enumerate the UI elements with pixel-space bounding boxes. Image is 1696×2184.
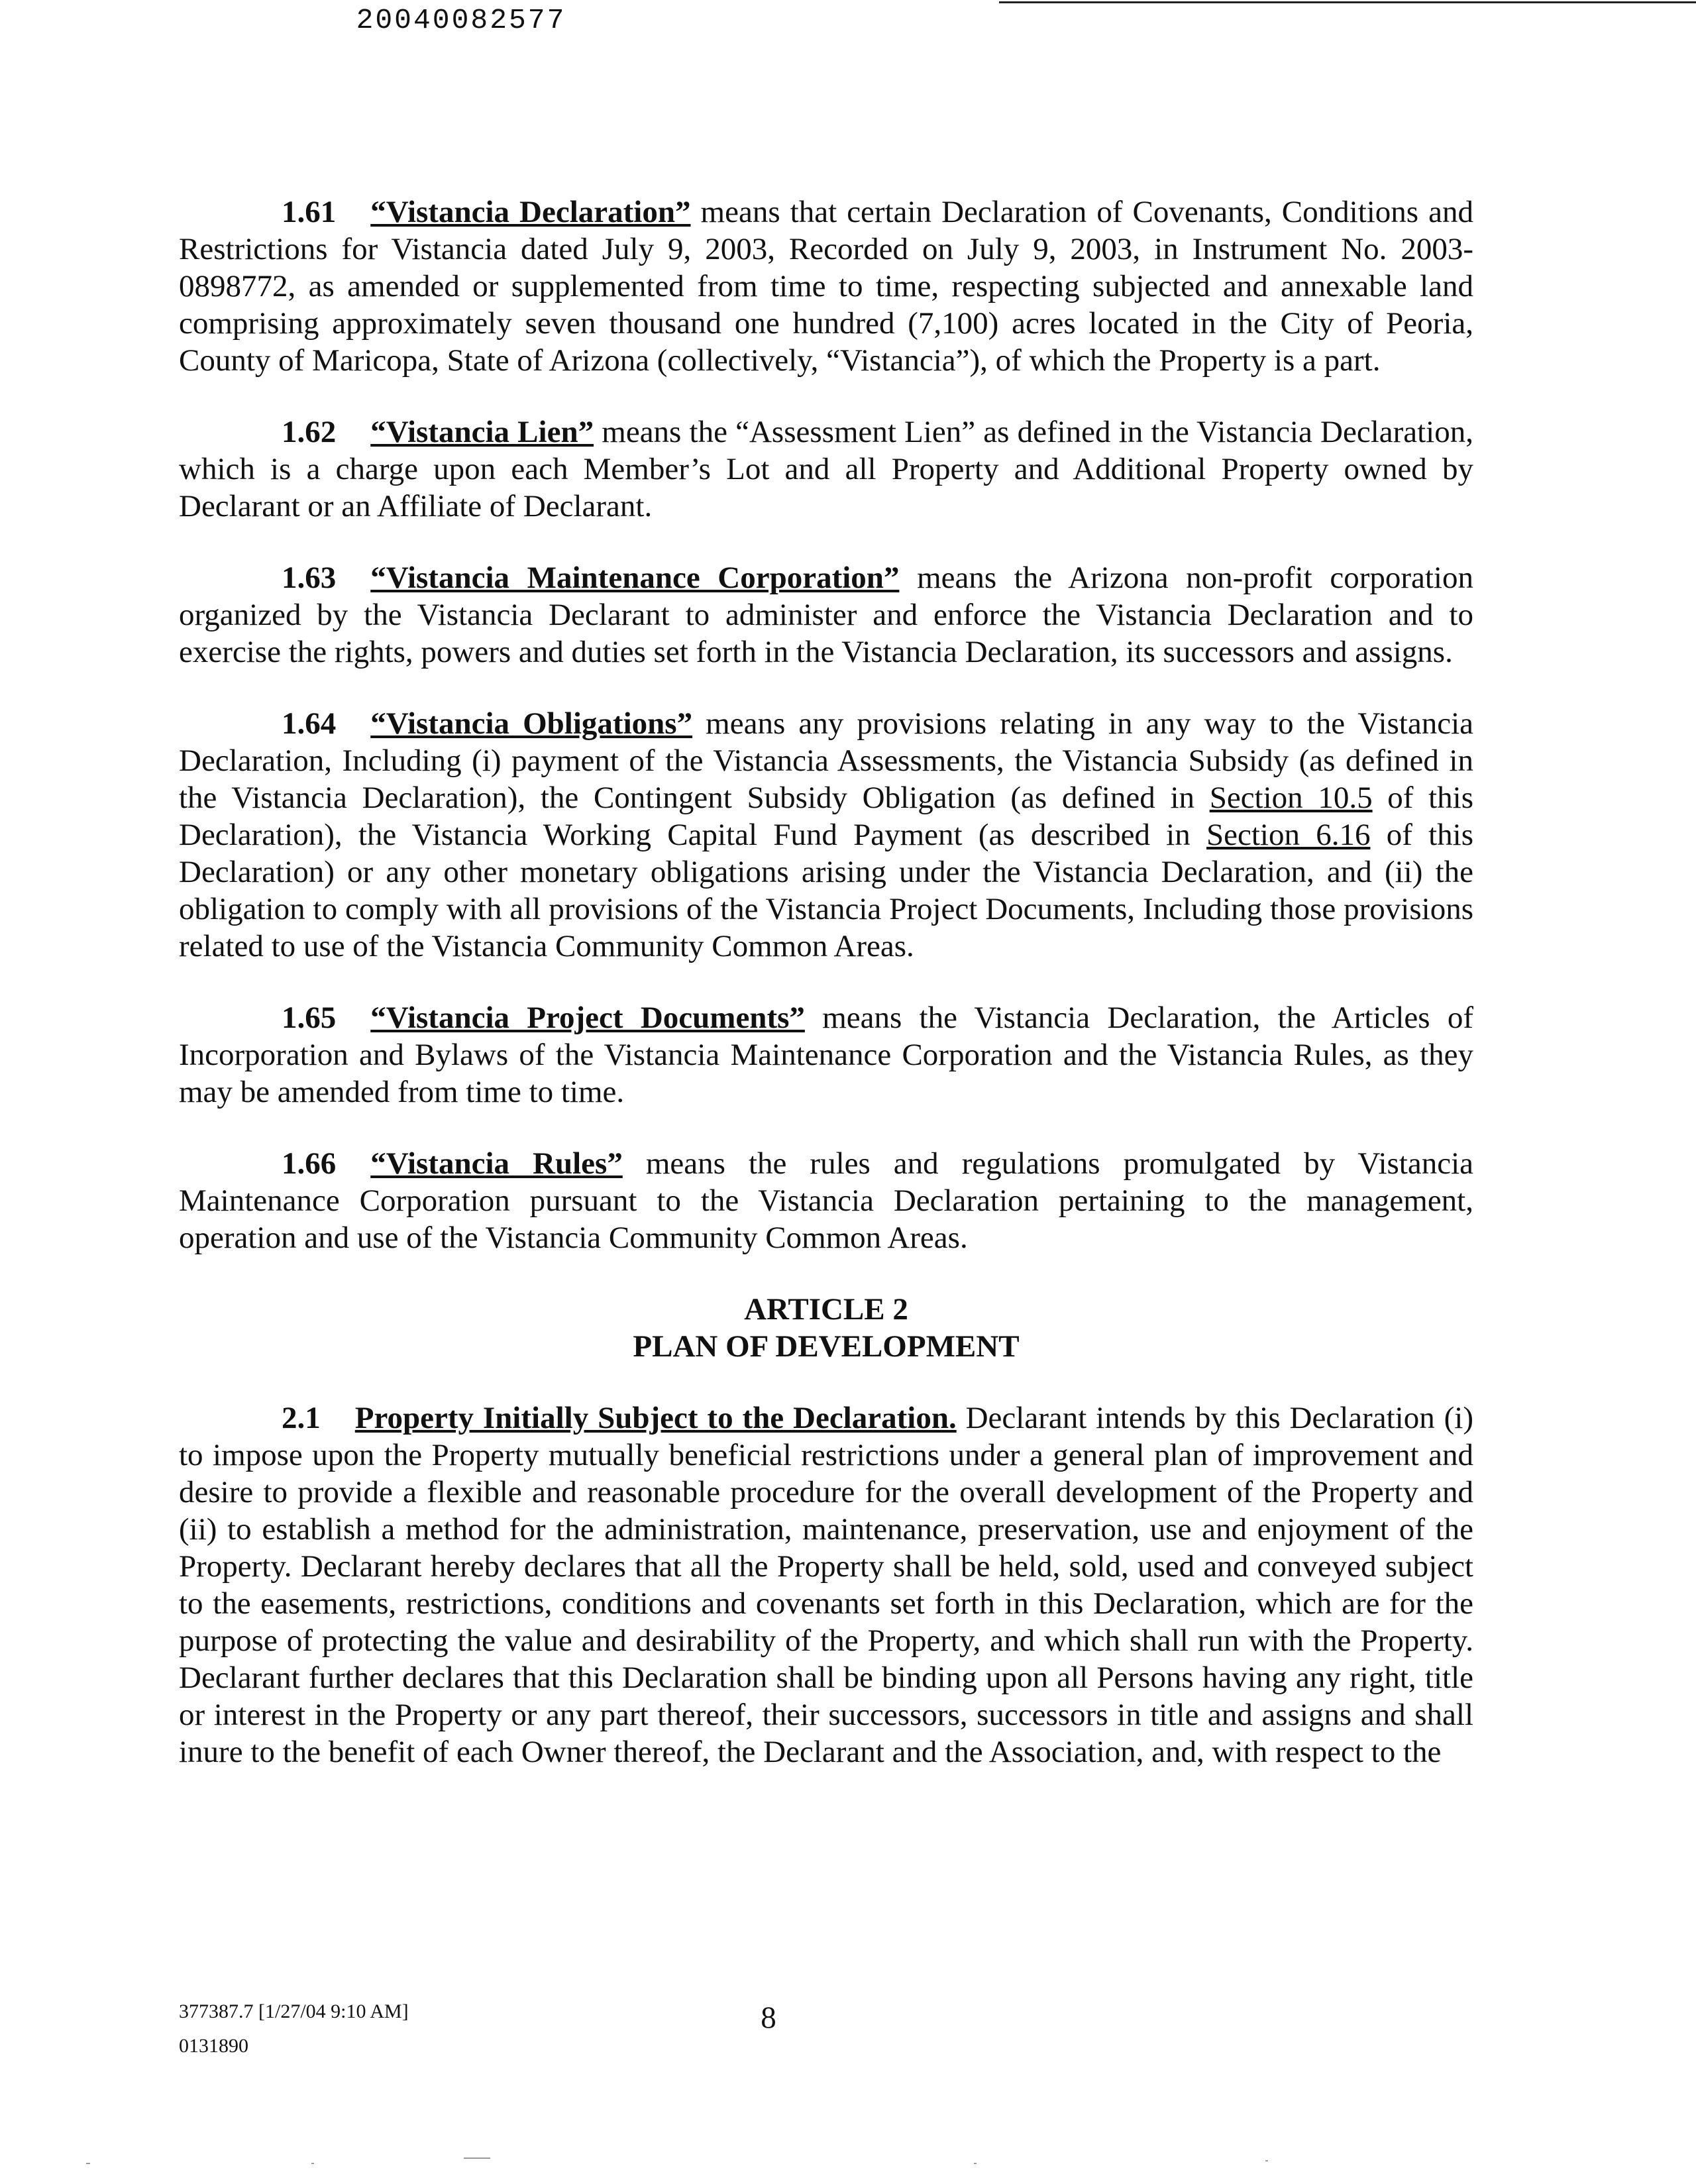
page-body (179, 193, 1473, 1805)
defined-term: “Vistancia Maintenance Corporation” (370, 561, 900, 595)
section-1-61 (179, 193, 1473, 379)
cross-reference-section-10-5: Section 10.5 (1209, 781, 1373, 815)
section-number: 2.1 (282, 1401, 321, 1435)
defined-term: “Vistancia Rules” (370, 1146, 623, 1181)
section-1-62 (179, 413, 1473, 525)
section-text: means any provisions relating in any way to the Vistancia Declaration, Including (i) payment of the Vistancia Assessments, the Vistancia Subsidy (as defined in the Vistancia Declaration), the Contingent Subsidy Obligation (as defined in (179, 706, 1474, 815)
recording-number: 20040082577 (356, 4, 566, 36)
scan-speck (1265, 2160, 1268, 2161)
section-number: 1.66 (282, 1146, 337, 1181)
scan-speck (86, 2163, 90, 2164)
section-1-66 (179, 1145, 1473, 1256)
page-number: 8 (761, 2000, 776, 2035)
section-heading: Property Initially Subject to the Declaration. (354, 1401, 957, 1435)
scan-speck (974, 2163, 977, 2164)
section-text: means the rules and regulations promulgated by Vistancia Maintenance Corporation pursuant to the Vistancia Declaration pertaining to the management, operation and use of the Vistancia Community Common Areas. (179, 1146, 1473, 1255)
section-1-64 (179, 705, 1473, 965)
defined-term: “Vistancia Lien” (370, 415, 594, 449)
section-text: means that certain Declaration of Covenants, Conditions and Restrictions for Vistancia dated July 9, 2003, Recorded on July 9, 2003, in Instrument No. 2003-0898772, as amended or supplemented from time to time, respecting subjected and annexable land comprising approximately seven thousand one hundred (7,100) acres located in the City of Peoria, County of Maricopa, State of Arizona (collectively, “Vistancia”), of which the Property is a part. (179, 195, 1474, 378)
defined-term: “Vistancia Obligations” (370, 706, 693, 741)
footer-document-reference (179, 1994, 409, 2063)
section-text: means the Arizona non-profit corporation organized by the Vistancia Declarant to administer and enforce the Vistancia Declaration and to exercise the rights, powers and duties set forth in the Vistancia Declaration, its successors and assigns. (179, 561, 1473, 669)
section-text: of this Declaration), the Vistancia Working Capital Fund Payment (as described in (179, 781, 1473, 852)
section-1-63 (179, 559, 1473, 671)
defined-term: “Vistancia Declaration” (370, 195, 691, 229)
scan-speck (464, 2157, 490, 2159)
scan-speck (311, 2163, 314, 2164)
section-number: 1.64 (282, 706, 337, 741)
article-label: ARTICLE 2 (744, 1292, 908, 1327)
section-number: 1.61 (282, 195, 337, 229)
cross-reference-section-6-16: Section 6.16 (1206, 818, 1371, 852)
scan-artifacts (0, 2163, 1696, 2176)
header-rule (999, 1, 1696, 3)
section-text: means the Vistancia Declaration, the Articles of Incorporation and Bylaws of the Vistancia Maintenance Corporation and the Vistancia Rules, as they may be amended from time to time. (179, 1001, 1473, 1109)
defined-term: “Vistancia Project Documents” (370, 1001, 805, 1035)
section-1-65 (179, 999, 1473, 1111)
section-number: 1.63 (282, 561, 337, 595)
section-text: means the “Assessment Lien” as defined in the Vistancia Declaration, which is a charge upon each Member’s Lot and all Property and Additional Property owned by Declarant or an Affiliate of Declarant. (179, 415, 1473, 523)
article-heading (179, 1291, 1473, 1365)
section-text: Declarant intends by this Declaration (i) to impose upon the Property mutually beneficial restrictions under a general plan of improvement and desire to provide a flexible and reasonable procedure for the overall development of the Property and (ii) to establish a method for the administration, maintenance, preservation, use and enjoyment of the Property. Declarant hereby declares that all the Property shall be held, sold, used and conveyed subject to the easements, restrictions, conditions and covenants set forth in this Declaration, which are for the purpose of protecting the value and desirability of the Property, and which shall run with the Property. Declarant further declares that this Declaration shall be binding upon all Persons having any right, title or interest in the Property or any part thereof, their successors, successors in title and assigns and shall inure to the benefit of each Owner thereof, the Declarant and the Association, and, with respect to the (179, 1401, 1473, 1769)
doc-version-stamp: 377387.7 [1/27/04 9:10 AM] (179, 2000, 409, 2022)
section-text: of this Declaration) or any other monetary obligations arising under the Vistancia Declaration, and (ii) the obligation to comply with all provisions of the Vistancia Project Documents, Including those provisions related to use of the Vistancia Community Common Areas. (179, 818, 1473, 963)
section-2-1 (179, 1399, 1473, 1771)
article-title: PLAN OF DEVELOPMENT (633, 1329, 1020, 1364)
file-number: 0131890 (179, 2035, 248, 2057)
section-number: 1.65 (282, 1001, 337, 1035)
section-number: 1.62 (282, 415, 337, 449)
